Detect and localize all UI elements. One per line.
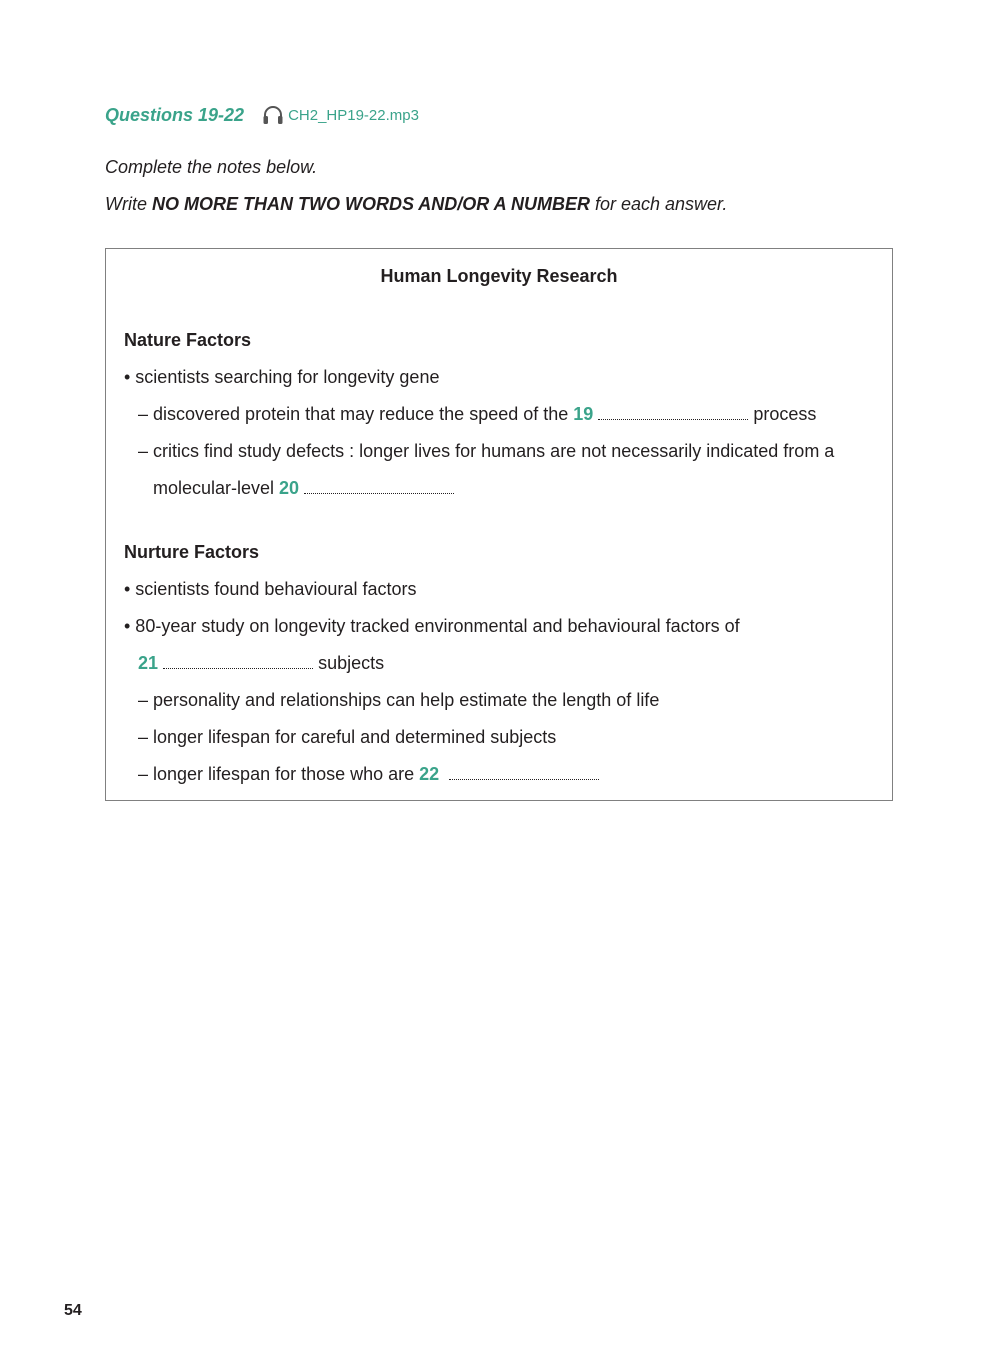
nurture-bullet-1: • scientists found behavioural factors [124, 579, 417, 599]
answer-blank-20[interactable] [304, 492, 454, 494]
questions-title: Questions 19-22 [105, 104, 245, 125]
answer-blank-22[interactable] [449, 778, 599, 780]
nurture-bullet-2-continued [138, 653, 384, 674]
question-number-21: 21 [138, 653, 159, 673]
instruction-word-limit: NO MORE THAN TWO WORDS AND/OR A NUMBER [152, 194, 590, 214]
nature-factors-heading: Nature Factors [124, 330, 252, 350]
nature-bullet-1: • scientists searching for longevity gene [124, 367, 440, 387]
notes-title: Human Longevity Research [380, 266, 618, 286]
question-number-19: 19 [573, 404, 594, 424]
nurture-bullet-2-after: subjects [318, 653, 385, 673]
instruction-line-1: Complete the notes below. [105, 157, 318, 177]
audio-link[interactable] [262, 105, 419, 125]
notes-box [105, 248, 893, 801]
nurture-dash-2: – longer lifespan for careful and determined subjects [138, 727, 557, 747]
nurture-factors-heading: Nurture Factors [124, 542, 260, 562]
instruction-line-2 [105, 194, 727, 215]
nature-dash-2-cont-text: molecular-level [153, 478, 280, 498]
nurture-bullet-2: • 80-year study on longevity tracked environmental and behavioural factors of [124, 616, 740, 636]
nature-dash-1-after: process [753, 404, 817, 424]
nature-dash-2-continued [153, 478, 454, 499]
answer-blank-21[interactable] [163, 667, 313, 669]
audio-filename[interactable]: CH2_HP19-22.mp3 [288, 106, 419, 124]
question-number-20: 20 [279, 478, 300, 498]
instruction-prefix: Write [105, 194, 152, 214]
nurture-dash-3-text: – longer lifespan for those who are [138, 764, 420, 784]
nurture-dash-3 [138, 764, 599, 785]
answer-blank-19[interactable] [598, 418, 748, 420]
nature-dash-1 [138, 404, 816, 425]
nature-dash-1-text: – discovered protein that may reduce the speed of the [138, 404, 574, 424]
page-number: 54 [64, 1302, 82, 1319]
headphones-icon [262, 105, 284, 125]
nature-dash-2: – critics find study defects : longer lives for humans are not necessarily indicated from a [138, 441, 835, 461]
questions-header [105, 102, 419, 128]
question-number-22: 22 [419, 764, 440, 784]
nurture-dash-1: – personality and relationships can help estimate the length of life [138, 690, 660, 710]
instruction-suffix: for each answer. [589, 194, 728, 214]
